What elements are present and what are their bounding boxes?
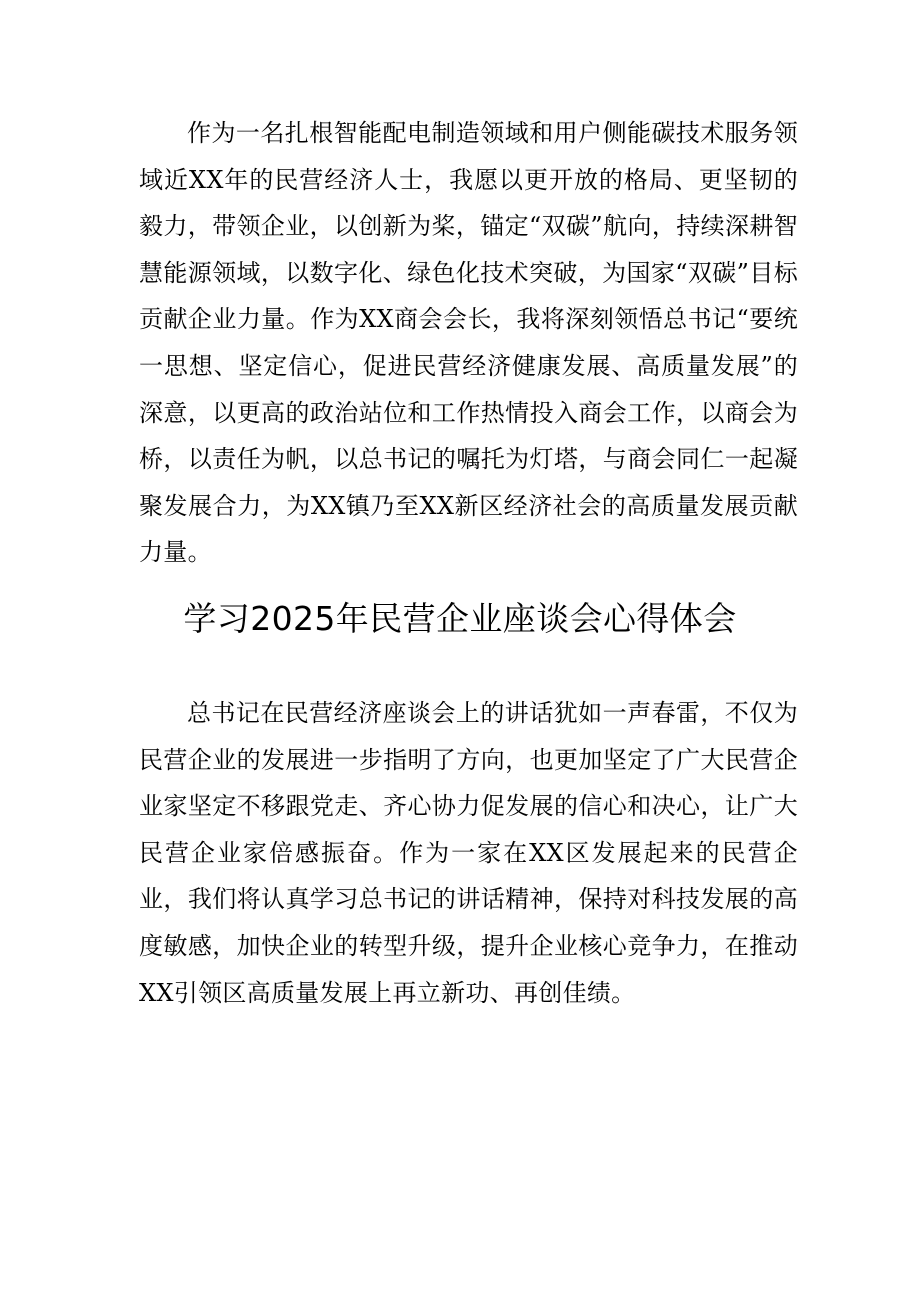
- body-paragraph-2: 总书记在民营经济座谈会上的讲话犹如一声春雷，不仅为民营企业的发展进一步指明了方向，也更加坚定了广大民营企业家坚定不移跟党走、齐心协力促发展的信心和决心，让广大民营企业家倍感振奋。作为一家在XX区发展起来的民营企业，我们将认真学习总书记的讲话精神，保持对科技发展的高度敏感，加快企业的转型升级，提升企业核心竞争力，在推动XX引领区高质量发展上再立新功、再创佳绩。: [139, 699, 798, 1007]
- section-title: 学习2025年民营企业座谈会心得体会: [183, 599, 737, 638]
- body-paragraph-1: 作为一名扎根智能配电制造领域和用户侧能碳技术服务领域近XX年的民营经济人士，我愿以更开放的格局、更坚韧的毅力，带领企业，以创新为桨，锚定“双碳”航向，持续深耕智慧能源领域，以数字化、绿色化技术突破，为国家“双碳”目标贡献企业力量。作为XX商会会长，我将深刻领悟总书记“要统一思想、坚定信心，促进民营经济健康发展、高质量发展”的深意，以更高的政治站位和工作热情投入商会工作，以商会为桥，以责任为帆，以总书记的嘱托为灯塔，与商会同仁一起凝聚发展合力，为XX镇乃至XX新区经济社会的高质量发展贡献力量。: [139, 119, 798, 567]
